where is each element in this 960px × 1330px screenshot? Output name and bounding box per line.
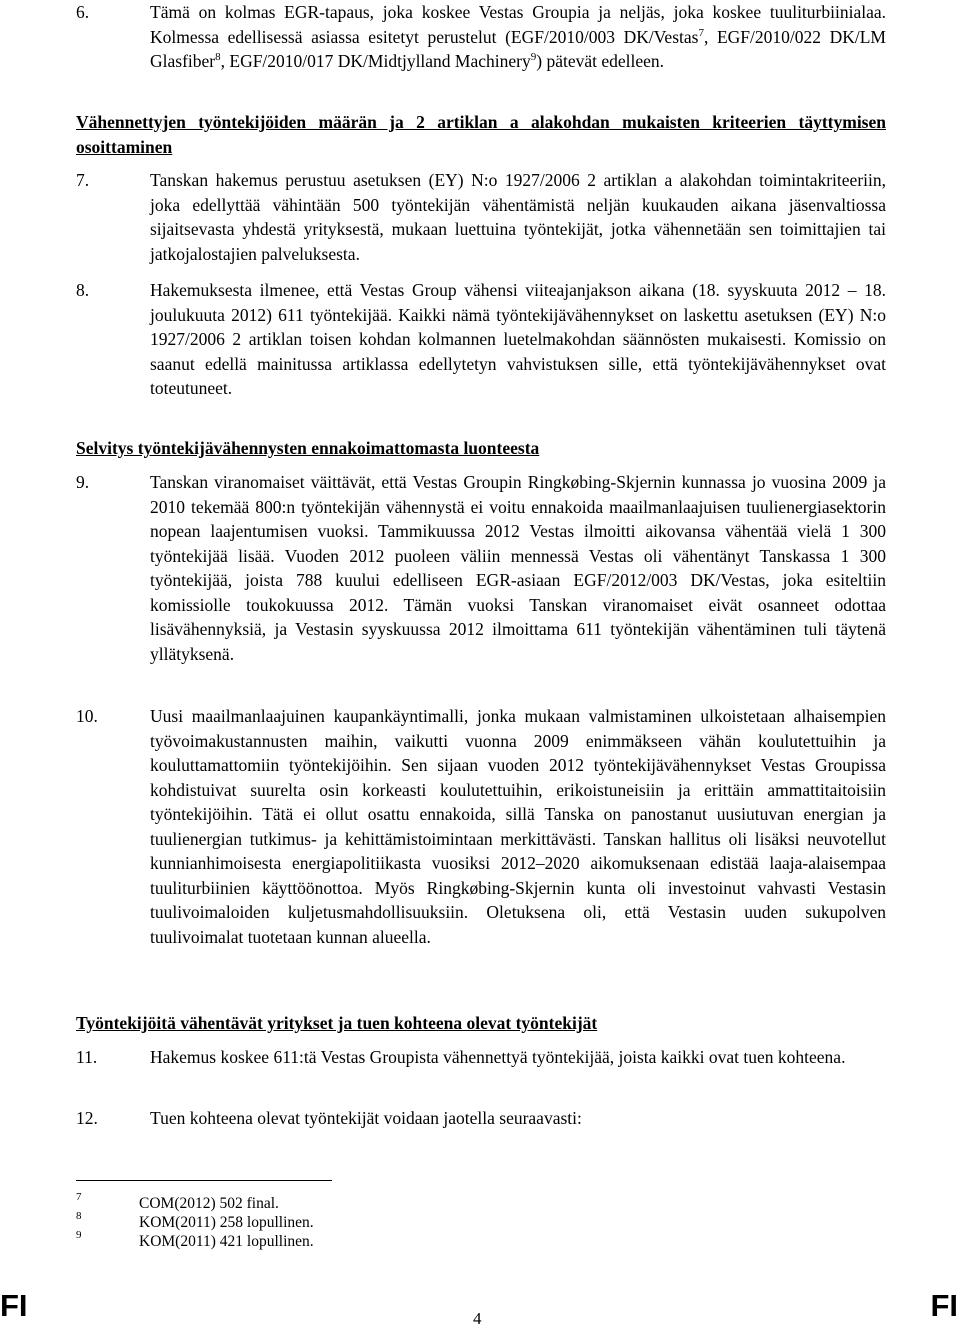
paragraph-text: Uusi maailmanlaajuinen kaupankäyntimalli, jonka mukaan valmistaminen ulkoistetaan alhaisempien työvoimakustannusten maihin, vaikutti vuonna 2009 enimmäkseen vähän koulutettuihin ja kouluttamattomiin työntekijöihin. Sen sijaan vuoden 2012 työntekijävähennykset Vestas Groupissa kohdistuivat suurelta osin korkeasti koulutettuihin, erikoistuneisiin ja erittäin ammattitaitoisiin työntekijöihin. Tätä ei ollut osattu ennakoida, sillä Tanska on panostanut uusiutuvan energian ja tuulienergian tutkimus- ja kehittämistoimintaan merkittävästi. Tanskan hallitus oli lisäksi neuvotellut kunnianhimoisesta energiapolitiikasta vuosiksi 2012–2020 aikomuksenaan edistää laaja-alaisempaa tuuliturbiinien käyttöönottoa. Myös Ringkøbing-Skjernin kunta oli investoinut vahvasti Vestasin tuulivoimaloiden kuljetusmahdollisuuksiin. Oletuksena oli, että Vestasin uuden sukupolven tuulivoimalat tuotetaan kunnan alueella.: [150, 706, 886, 947]
footnote-number: 9: [76, 1229, 82, 1241]
paragraph-11: [76, 1045, 886, 1070]
paragraph-text: Tämä on kolmas EGR-tapaus, joka koskee Vestas Groupia ja neljäs, joka koskee tuuliturbiinialaa. Kolmessa edellisessä asiassa esitetyt perustelut (EGF/2010/003 DK/Vestas$^7$, EGF/2010/022 DK/LM Glasfiber$^8$, EGF/2010/017 DK/Midtjylland Machinery$^9$) pätevät edelleen.: [150, 2, 886, 71]
footnote-7: [76, 1191, 776, 1213]
paragraph-number: 7.: [76, 170, 90, 190]
footer-language-right: FI: [930, 1288, 958, 1323]
section-heading-unforeseen: Selvitys työntekijävähennysten ennakoimattomasta luonteesta: [76, 438, 540, 458]
paragraph-10: [76, 704, 886, 949]
footnote-text: COM(2012) 502 final.: [139, 1195, 279, 1212]
paragraph-12: [76, 1106, 886, 1131]
paragraph-text: Tuen kohteena olevat työntekijät voidaan jaotella seuraavasti:: [150, 1108, 582, 1128]
paragraph-number: 6.: [76, 2, 90, 22]
paragraph-7: [76, 168, 886, 266]
section-heading-enterprises: Työntekijöitä vähentävät yritykset ja tuen kohteena olevat työntekijät: [76, 1013, 598, 1033]
page-number: 4: [473, 1309, 482, 1328]
paragraph-text: Hakemus koskee 611:tä Vestas Groupista vähennettyä työntekijää, joista kaikki ovat tuen kohteena.: [150, 1047, 846, 1067]
paragraph-9: [76, 470, 886, 666]
paragraph-text: Hakemuksesta ilmenee, että Vestas Group vähensi viiteajanjakson aikana (18. syyskuuta 2012 – 18. joulukuuta 2012) 611 työntekijää. Kaikki nämä työntekijävähennykset on laskettu asetuksen (EY) N:o 1927/2006 2 artiklan toisen kohdan kolmannen luetelmakohdan säännösten mukaisesti. Komissio on saanut edellä mainitussa artiklassa edellytetyn vahvistuksen sille, että työntekijävähennykset ovat toteutuneet.: [150, 280, 886, 398]
section-heading-criteria: Vähennettyjen työntekijöiden määrän ja 2 artiklan a alakohdan mukaisten kriteerien täyttymisen osoittaminen: [76, 112, 886, 157]
footnote-number: 7: [76, 1191, 82, 1203]
footnote-9: [76, 1229, 776, 1251]
paragraph-number: 12.: [76, 1108, 98, 1128]
paragraph-text: Tanskan hakemus perustuu asetuksen (EY) N:o 1927/2006 2 artiklan a alakohdan toimintakriteeriin, joka edellyttää vähintään 500 työntekijän vähentämistä neljän kuukauden aikana jäsenvaltiossa sijaitsevasta yhdestä yrityksestä, mukaan luettuina työntekijät, jotka vähennetään sen toimittajien tai jatkojalostajien palveluksesta.: [150, 170, 886, 264]
paragraph-6: [76, 0, 886, 74]
paragraph-8: [76, 278, 886, 401]
paragraph-number: 8.: [76, 280, 90, 300]
footnote-ref-9[interactable]: 9: [530, 51, 537, 63]
footer-language-left: FI: [0, 1288, 28, 1323]
footnote-separator: [76, 1180, 332, 1181]
footnote-ref-7[interactable]: 7: [698, 26, 704, 39]
paragraph-number: 9.: [76, 472, 90, 492]
paragraph-number: 10.: [76, 706, 98, 726]
footnote-text: KOM(2011) 258 lopullinen.: [139, 1214, 314, 1231]
footnote-number: 8: [76, 1210, 82, 1222]
paragraph-number: 11.: [76, 1047, 98, 1067]
paragraph-text: Tanskan viranomaiset väittävät, että Vestas Groupin Ringkøbing-Skjernin kunnassa jo vuosina 2009 ja 2010 tekemää 800:n työntekijän vähennystä ei voitu ennakoida maailmanlaajuisen tuulienergiasektorin nopean laajentumisen vuoksi. Tammikuussa 2012 Vestas ilmoitti aikovansa vähentää vielä 1 300 työntekijää lisää. Vuoden 2012 puoleen väliin mennessä Vestas oli vähentänyt Tanskassa 1 300 työntekijää, joista 788 kuului edelliseen EGR-asiaan EGF/2012/003 DK/Vestas, joka esiteltiin komissiolle toukokuussa 2012. Tämän vuoksi Tanskan viranomaiset eivät osanneet odottaa lisävähennyksiä, ja Vestasin syyskuussa 2012 ilmoittama 611 työntekijän vähentäminen tuli täytenä yllätyksenä.: [150, 472, 886, 664]
footnote-ref-8[interactable]: 8: [215, 51, 221, 63]
footnote-8: [76, 1210, 776, 1232]
footnote-text: KOM(2011) 421 lopullinen.: [139, 1233, 314, 1250]
